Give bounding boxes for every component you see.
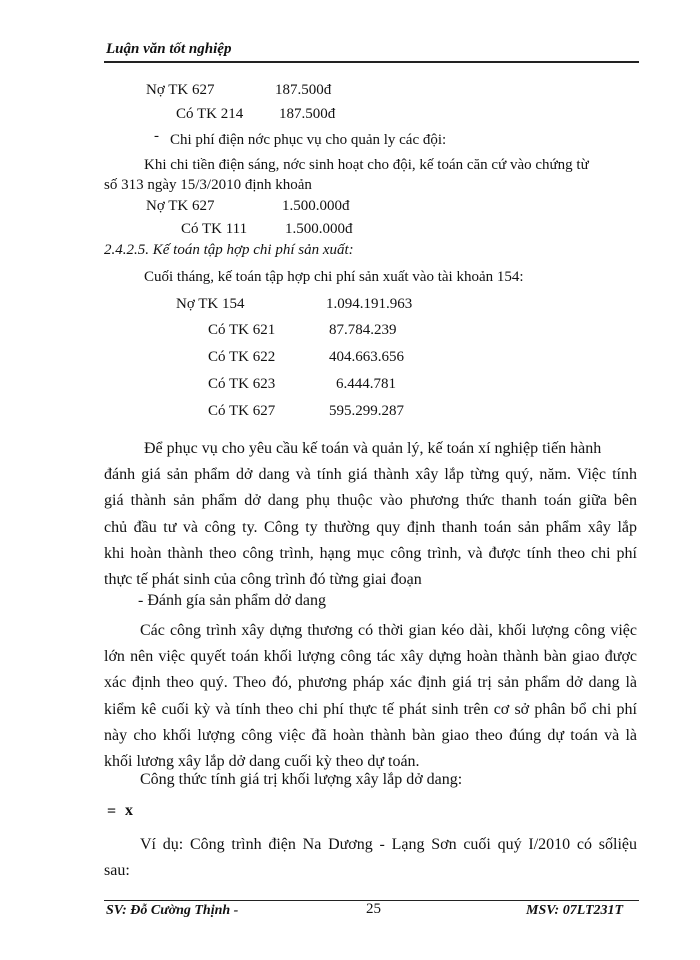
para-main-line: giá thành sản phẩm dở dang phụ thuộc vào phương thức thanh toán giữa bên bbox=[104, 492, 637, 510]
entry-amount: 1.500.000đ bbox=[285, 221, 353, 237]
entry-amount: 187.500đ bbox=[279, 106, 336, 122]
entry-label: Nợ TK 627 bbox=[146, 82, 215, 98]
para-wip-line: Các công trình xây dựng thương có thời gian kéo dài, khối lượng công việc bbox=[140, 622, 637, 639]
entry-label: Có TK 622 bbox=[208, 349, 276, 365]
formula-x: x bbox=[125, 802, 133, 819]
para-wip-line: này cho khối lượng công việc đã hoàn thành bàn giao theo đúng dự toán và là bbox=[104, 726, 637, 744]
entry-amount: 404.663.656 bbox=[329, 349, 404, 365]
formula-intro: Công thức tính giá trị khối lượng xây lắp dở dang: bbox=[140, 771, 463, 788]
para-electric-line2: số 313 ngày 15/3/2010 định khoản bbox=[104, 177, 312, 193]
para-wip bbox=[104, 618, 637, 775]
para-main-line: chủ đầu tư và công ty. Công ty thường quy định thanh toán sản phẩm xây lắp bbox=[104, 518, 637, 536]
formula-equals: = bbox=[107, 803, 117, 820]
footer-student: SV: Đỗ Cường Thịnh - bbox=[106, 903, 239, 918]
entry-amount: 1.500.000đ bbox=[282, 198, 350, 214]
bullet-wip: - Đánh gía sản phẩm dở dang bbox=[138, 592, 326, 609]
para-wip-line: xác định theo quý. Theo đó, phương pháp xác định giá trị sản phẩm dở dang là bbox=[104, 674, 637, 692]
entry-label: Có TK 214 bbox=[176, 106, 244, 122]
entry-amount: 595.299.287 bbox=[329, 403, 404, 419]
footer-msv: MSV: 07LT231T bbox=[526, 903, 624, 918]
bullet-electric-text: Chi phí điện nớc phục vụ cho quản ly các đội: bbox=[170, 132, 447, 148]
entry-label: Có TK 621 bbox=[208, 322, 276, 338]
entry-label: Có TK 111 bbox=[181, 221, 248, 237]
example-line: Ví dụ: Công trình điện Na Dương - Lạng Sơn cuối quý I/2010 có sốliệu bbox=[140, 836, 637, 853]
entry-amount: 1.094.191.963 bbox=[326, 296, 413, 312]
example-line: sau: bbox=[104, 862, 130, 880]
section-heading: 2.4.2.5. Kế toán tập hợp chi phí sản xuất: bbox=[104, 242, 354, 258]
para-main bbox=[104, 436, 637, 593]
example-para bbox=[104, 832, 637, 884]
entry-amount: 187.500đ bbox=[275, 82, 332, 98]
para-main-line: Để phục vụ cho yêu cầu kế toán và quản lý, kế toán xí nghiệp tiến hành bbox=[144, 440, 602, 457]
para-wip-line: kiểm kê cuối kỳ và tính theo chi phí thực tế phát sinh trên cơ sở phân bổ chi phí bbox=[104, 700, 637, 718]
entry-label: Có TK 623 bbox=[208, 376, 276, 392]
entry-label: Nợ TK 154 bbox=[176, 296, 245, 312]
para-electric-line1: Khi chi tiền điện sáng, nớc sinh hoạt cho đội, kế toán căn cứ vào chứng từ bbox=[144, 157, 589, 173]
header-rule bbox=[104, 61, 639, 63]
entry-label: Có TK 627 bbox=[208, 403, 276, 419]
para-wip-line: khối lương xây lắp dở dang cuối kỳ theo dự toán. bbox=[104, 753, 420, 771]
para-main-line: khi hoàn thành theo công trình, hạng mục công trình, và được tính theo chi phí bbox=[104, 544, 637, 562]
entry-amount: 6.444.781 bbox=[336, 376, 396, 392]
para-main-line: đánh giá sản phẩm dở dang và tính giá thành xây lắp từng quý, năm. Việc tính bbox=[104, 466, 637, 484]
para-main-line: thực tế phát sinh của công trình đó từng giai đoạn bbox=[104, 571, 422, 589]
entry-amount: 87.784.239 bbox=[329, 322, 397, 338]
header-title: Luận văn tốt nghiệp bbox=[106, 41, 232, 57]
para-wip-line: lớn nên việc quyết toán khối lượng công tác xây dựng hoàn thành bàn giao được bbox=[104, 648, 637, 666]
footer-page-number: 25 bbox=[366, 901, 381, 917]
bullet-marker: - bbox=[154, 128, 159, 144]
intro-154: Cuối tháng, kế toán tập hợp chi phí sản xuất vào tài khoản 154: bbox=[144, 269, 524, 285]
entry-label: Nợ TK 627 bbox=[146, 198, 215, 214]
